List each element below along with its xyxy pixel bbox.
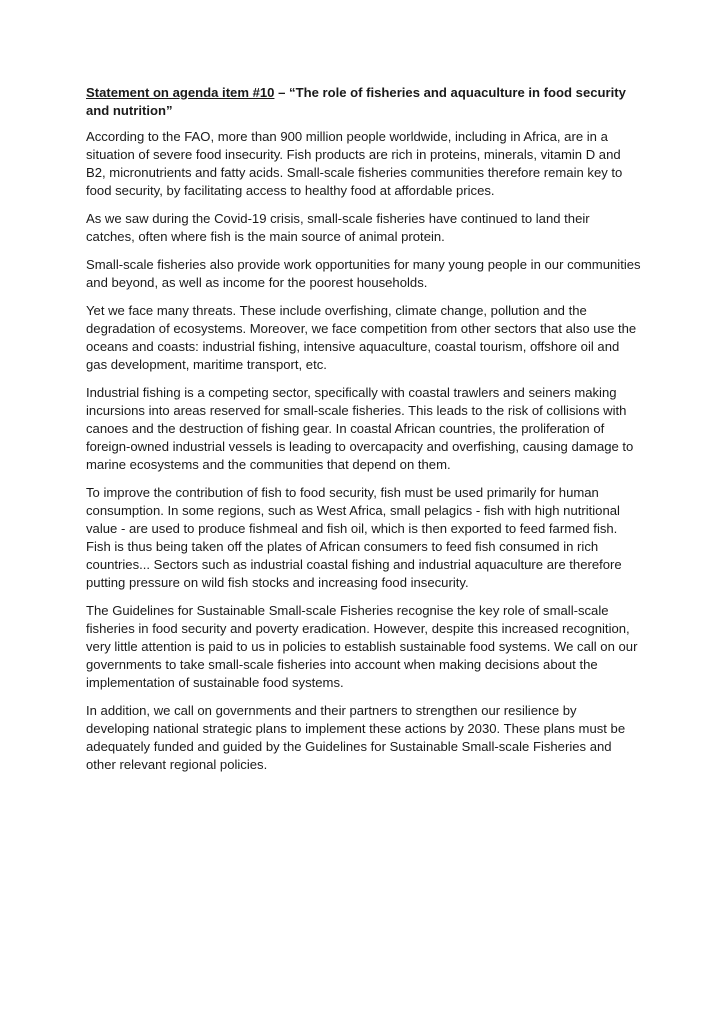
- paragraph-industrial-fishing: Industrial fishing is a competing sector, specifically with coastal trawlers and seiners making incursions into areas reserved for small-scale fisheries. This leads to the risk of collisions with canoes and the destruction of fishing gear. In coastal African countries, the proliferation of foreign-owned industrial vessels is leading to overcapacity and overfishing, causing damage to marine ecosystems and the communities that depend on them.: [86, 385, 634, 472]
- paragraph-guidelines: The Guidelines for Sustainable Small-scale Fisheries recognise the key role of small-scale fisheries in food security and poverty eradication. However, despite this increased recognition, very little attention is paid to us in policies to establish sustainable food systems. We call on our governments to take small-scale fisheries into account when making decisions about the implementation of sustainable food systems.: [86, 603, 638, 690]
- paragraph-food-insecurity: According to the FAO, more than 900 million people worldwide, including in Africa, are in a situation of severe food insecurity. Fish products are rich in proteins, minerals, vitamin D and B2, micronutrients and fatty acids. Small-scale fisheries communities therefore remain key to food security, by facilitating access to healthy food at affordable prices.: [86, 129, 623, 198]
- statement-title: – “The role of fisheries and aquaculture in food security and nutrition”: [86, 85, 626, 118]
- paragraph-covid: As we saw during the Covid-19 crisis, small-scale fisheries have continued to land their catches, often where fish is the main source of animal protein.: [86, 211, 590, 244]
- paragraph-threats: Yet we face many threats. These include overfishing, climate change, pollution and the degradation of ecosystems. Moreover, we face competition from other sectors that also use the oceans and coasts: industrial fishing, intensive aquaculture, coastal tourism, offshore oil and gas development, maritime transport, etc.: [86, 303, 637, 372]
- paragraph-work-opportunities: Small-scale fisheries also provide work opportunities for many young people in our communities and beyond, as well as income for the poorest households.: [86, 257, 641, 290]
- paragraph-human-consumption: To improve the contribution of fish to food security, fish must be used primarily for human consumption. In some regions, such as West Africa, small pelagics - fish with high nutritional value - are used to produce fishmeal and fish oil, which is then exported to feed farmed fish. Fish is thus being taken off the plates of African consumers to feed fish consumed in rich countries... Sectors such as industrial coastal fishing and industrial aquaculture are therefore putting pressure on wild fish stocks and increasing food insecurity.: [86, 485, 622, 590]
- statement-heading: [86, 84, 642, 120]
- agenda-item-label: Statement on agenda item #10: [86, 85, 275, 100]
- paragraph-call-to-action: In addition, we call on governments and their partners to strengthen our resilience by developing national strategic plans to implement these actions by 2030. These plans must be adequately funded and guided by the Guidelines for Sustainable Small-scale Fisheries and other relevant regional policies.: [86, 703, 626, 772]
- document-body: [86, 84, 642, 784]
